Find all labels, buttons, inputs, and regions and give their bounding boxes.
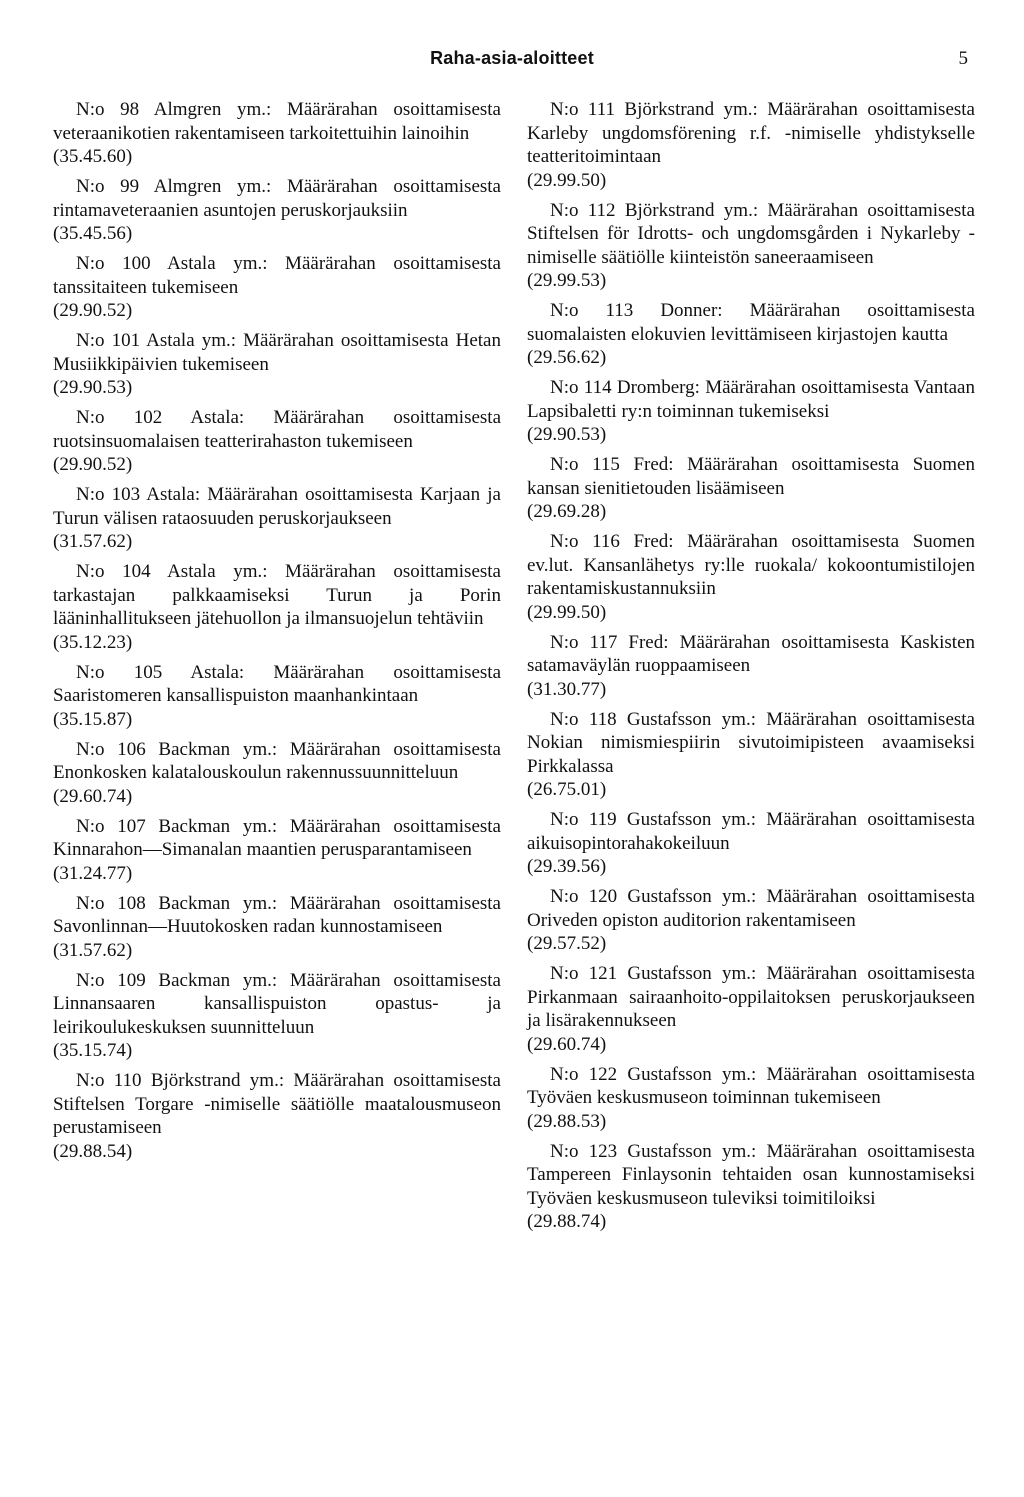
motion-entry	[527, 376, 975, 447]
motion-entry	[527, 199, 975, 293]
motion-entry	[527, 453, 975, 524]
motion-description: N:o 109 Backman ym.: Määrärahan osoittamisesta Linnansaaren kansallispuiston opastus- ja leirikoulukeskuksen suunnitteluun	[53, 969, 501, 1038]
budget-code: (35.15.87)	[53, 708, 133, 730]
running-title: Raha-asia-aloitteet	[430, 48, 594, 68]
motion-description: N:o 110 Björkstrand ym.: Määrärahan osoittamisesta Stiftelsen Torgare -nimiselle säätiölle maatalousmuseon perustamiseen	[53, 1070, 501, 1138]
motion-entry	[527, 1063, 975, 1134]
budget-code: (29.90.53)	[53, 377, 133, 398]
budget-code: (29.57.52)	[527, 933, 607, 954]
motion-entry	[53, 969, 501, 1063]
motion-entry	[53, 1069, 501, 1163]
budget-code: (29.56.62)	[527, 347, 607, 368]
budget-code: (35.12.23)	[53, 631, 133, 653]
budget-code: (29.99.50)	[527, 169, 607, 191]
motion-entry	[53, 406, 501, 477]
motion-entry	[527, 1140, 975, 1234]
motion-description: N:o 114 Dromberg: Määrärahan osoittamisesta Vantaan Lapsibaletti ry:n toiminnan tukemiseksi	[527, 377, 975, 422]
motion-description: N:o 123 Gustafsson ym.: Määrärahan osoittamisesta Tampereen Finlaysonin tehtaiden osan kunnostamiseksi Työväen keskusmuseon tuleviksi toimitiloiksi	[527, 1140, 975, 1209]
motion-description: N:o 112 Björkstrand ym.: Määrärahan osoittamisesta Stiftelsen för Idrotts- och ungdomsgården i Nykarleby -nimiselle säätiölle kiinteistön saneeraamiseen	[527, 199, 975, 268]
motion-description: N:o 122 Gustafsson ym.: Määrärahan osoittamisesta Työväen keskusmuseon toiminnan tukemiseen	[527, 1063, 975, 1108]
motion-description: N:o 119 Gustafsson ym.: Määrärahan osoittamisesta aikuisopintorahakokeiluun	[527, 809, 975, 854]
budget-code: (29.99.53)	[527, 270, 607, 291]
motion-description: N:o 121 Gustafsson ym.: Määrärahan osoittamisesta Pirkanmaan sairaanhoito-oppilaitoksen peruskorjaukseen ja lisärakennukseen	[527, 963, 975, 1031]
motion-description: N:o 106 Backman ym.: Määrärahan osoittamisesta Enonkosken kalatalouskoulun rakennussuunnitteluun	[53, 738, 501, 783]
motion-entry	[53, 560, 501, 654]
page-header	[0, 48, 1024, 78]
motion-entry	[53, 661, 501, 732]
motion-description: N:o 99 Almgren ym.: Määrärahan osoittamisesta rintamaveteraanien asuntojen peruskorjauksiin	[53, 176, 501, 221]
budget-code: (29.88.74)	[527, 1211, 607, 1232]
budget-code: (29.60.74)	[527, 1033, 607, 1055]
motion-entry	[53, 175, 501, 246]
motion-entry	[527, 631, 975, 702]
motion-description: N:o 118 Gustafsson ym.: Määrärahan osoittamisesta Nokian nimismiespiirin sivutoimipisteen avaamiseksi Pirkkalassa	[527, 708, 975, 777]
motion-entry	[53, 329, 501, 400]
motion-description: N:o 111 Björkstrand ym.: Määrärahan osoittamisesta Karleby ungdomsförening r.f. -nimiselle yhdistykselle teatteritoimintaan	[527, 99, 975, 167]
motion-description: N:o 116 Fred: Määrärahan osoittamisesta Suomen ev.lut. Kansanlähetys ry:lle ruokala/ kokoontumistilojen rakentamiskustannuksiin	[527, 531, 975, 599]
motion-entry	[53, 815, 501, 886]
right-column	[527, 98, 975, 1240]
budget-code: (29.90.53)	[527, 424, 607, 445]
budget-code: (29.90.52)	[53, 300, 133, 321]
budget-code: (31.24.77)	[53, 862, 133, 884]
motion-entry	[527, 808, 975, 879]
budget-code: (29.88.54)	[53, 1140, 133, 1162]
motion-entry	[53, 483, 501, 554]
motion-description: N:o 115 Fred: Määrärahan osoittamisesta Suomen kansan sienitietouden lisäämiseen	[527, 454, 975, 499]
motion-entry	[527, 962, 975, 1056]
motion-description: N:o 100 Astala ym.: Määrärahan osoittamisesta tanssitaiteen tukemiseen	[53, 253, 501, 298]
budget-code: (35.45.60)	[53, 146, 133, 167]
motion-entry	[53, 738, 501, 809]
budget-code: (31.30.77)	[527, 678, 607, 700]
motion-description: N:o 117 Fred: Määrärahan osoittamisesta Kaskisten satamaväylän ruoppaamiseen	[527, 631, 975, 676]
motion-description: N:o 105 Astala: Määrärahan osoittamisesta Saaristomeren kansallispuiston maanhankintaan	[53, 661, 501, 706]
budget-code: (29.90.52)	[53, 454, 133, 475]
motion-entry	[53, 98, 501, 169]
motion-entry	[527, 885, 975, 956]
motion-description: N:o 107 Backman ym.: Määrärahan osoittamisesta Kinnarahon—Simanalan maantien perusparantamiseen	[53, 815, 501, 860]
budget-code: (29.88.53)	[527, 1110, 607, 1132]
budget-code: (35.45.56)	[53, 223, 133, 244]
budget-code: (26.75.01)	[527, 779, 607, 800]
page-number: 5	[958, 48, 968, 69]
budget-code: (29.60.74)	[53, 785, 133, 807]
budget-code: (31.57.62)	[53, 939, 133, 961]
motion-entry	[527, 98, 975, 192]
motion-description: N:o 103 Astala: Määrärahan osoittamisesta Karjaan ja Turun välisen rataosuuden peruskorjaukseen	[53, 484, 501, 529]
motion-description: N:o 108 Backman ym.: Määrärahan osoittamisesta Savonlinnan—Huutokosken radan kunnostamiseen	[53, 892, 501, 937]
motion-entry	[527, 530, 975, 624]
motion-description: N:o 98 Almgren ym.: Määrärahan osoittamisesta veteraanikotien rakentamiseen tarkoitettuihin lainoihin	[53, 99, 501, 144]
budget-code: (29.39.56)	[527, 856, 607, 877]
motion-description: N:o 101 Astala ym.: Määrärahan osoittamisesta Hetan Musiikkipäivien tukemiseen	[53, 330, 501, 375]
budget-code: (31.57.62)	[53, 531, 133, 552]
motion-description: N:o 113 Donner: Määrärahan osoittamisesta suomalaisten elokuvien levittämiseen kirjastojen kautta	[527, 300, 975, 345]
motion-description: N:o 120 Gustafsson ym.: Määrärahan osoittamisesta Oriveden opiston auditorion rakentamiseen	[527, 886, 975, 931]
budget-code: (29.69.28)	[527, 501, 607, 522]
motion-description: N:o 104 Astala ym.: Määrärahan osoittamisesta tarkastajan palkkaamiseksi Turun ja Porin lääninhallitukseen jätehuollon ja ilmansuojelun tehtäviin	[53, 561, 501, 629]
motion-entry	[53, 892, 501, 963]
budget-code: (35.15.74)	[53, 1040, 133, 1061]
budget-code: (29.99.50)	[527, 601, 607, 623]
left-column	[53, 98, 501, 1170]
motion-entry	[527, 299, 975, 370]
motion-entry	[527, 708, 975, 802]
motion-description: N:o 102 Astala: Määrärahan osoittamisesta ruotsinsuomalaisen teatterirahaston tukemiseen	[53, 407, 501, 452]
motion-entry	[53, 252, 501, 323]
